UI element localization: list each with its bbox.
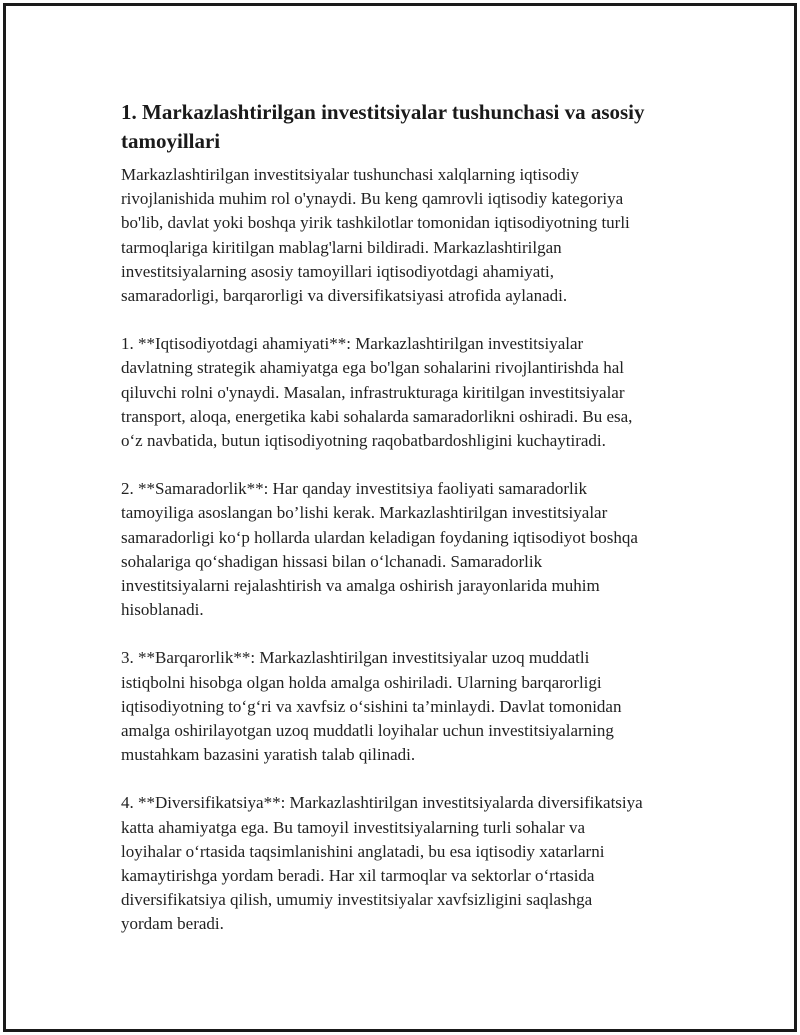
principle-importance-paragraph: 1. **Iqtisodiyotdagi ahamiyati**: Markazlashtirilgan investitsiyalar davlatning strategik ahamiyatga ega bo'lgan sohalarini rivojlantirishda hal qiluvchi rolni o'ynaydi. Masalan, infrastrukturaga kiritilgan investitsiyalar transport, aloqa, energetika kabi sohalarda samaradorlikni oshiradi. Bu esa, o‘z navbatida, butun iqtisodiyotning raqobatbardoshligini kuchaytiradi. [121, 334, 633, 451]
page-frame [3, 3, 797, 1032]
section-title: 1. Markazlashtirilgan investitsiyalar tushunchasi va asosiy tamoyillari [121, 100, 645, 153]
principle-stability-paragraph: 3. **Barqarorlik**: Markazlashtirilgan investitsiyalar uzoq muddatli istiqbolni hisobga olgan holda amalga oshiriladi. Ularning barqarorligi iqtisodiyotning to‘g‘ri va xavfsiz o‘sishini ta’minlaydi. Davlat tomonidan amalga oshirilayotgan uzoq muddatli loyihalar uchun investitsiyalarning mustahkam bazasini yaratish talab qilinadi. [121, 648, 622, 765]
document-body [121, 98, 701, 961]
principle-diversification-paragraph: 4. **Diversifikatsiya**: Markazlashtirilgan investitsiyalarda diversifikatsiya katta ahamiyatga ega. Bu tamoyil investitsiyalarning turli sohalar va loyihalar o‘rtasida taqsimlanishini anglatadi, bu esa iqtisodiy xatarlarni kamaytirishga yordam beradi. Har xil tarmoqlar va sektorlar o‘rtasida diversifikatsiya qilish, umumiy investitsiyalar xavfsizligini saqlashga yordam beradi. [121, 793, 643, 934]
intro-paragraph: Markazlashtirilgan investitsiyalar tushunchasi xalqlarning iqtisodiy rivojlanishida muhim rol o'ynaydi. Bu keng qamrovli iqtisodiy kategoriya bo'lib, davlat yoki boshqa yirik tashkilotlar tomonidan iqtisodiyotning turli tarmoqlariga kiritilgan mablag'larni bildiradi. Markazlashtirilgan investitsiyalarning asosiy tamoyillari iqtisodiyotdagi ahamiyati, samaradorligi, barqarorligi va diversifikatsiyasi atrofida aylanadi. [121, 165, 630, 306]
principle-efficiency-paragraph: 2. **Samaradorlik**: Har qanday investitsiya faoliyati samaradorlik tamoyiliga asoslangan bo’lishi kerak. Markazlashtirilgan investitsiyalar samaradorligi ko‘p hollarda ulardan keladigan foydaning iqtisodiyot boshqa sohalariga qo‘shadigan hissasi bilan o‘lchanadi. Samaradorlik investitsiyalarni rejalashtirish va amalga oshirish jarayonlarida muhim hisoblanadi. [121, 479, 638, 620]
